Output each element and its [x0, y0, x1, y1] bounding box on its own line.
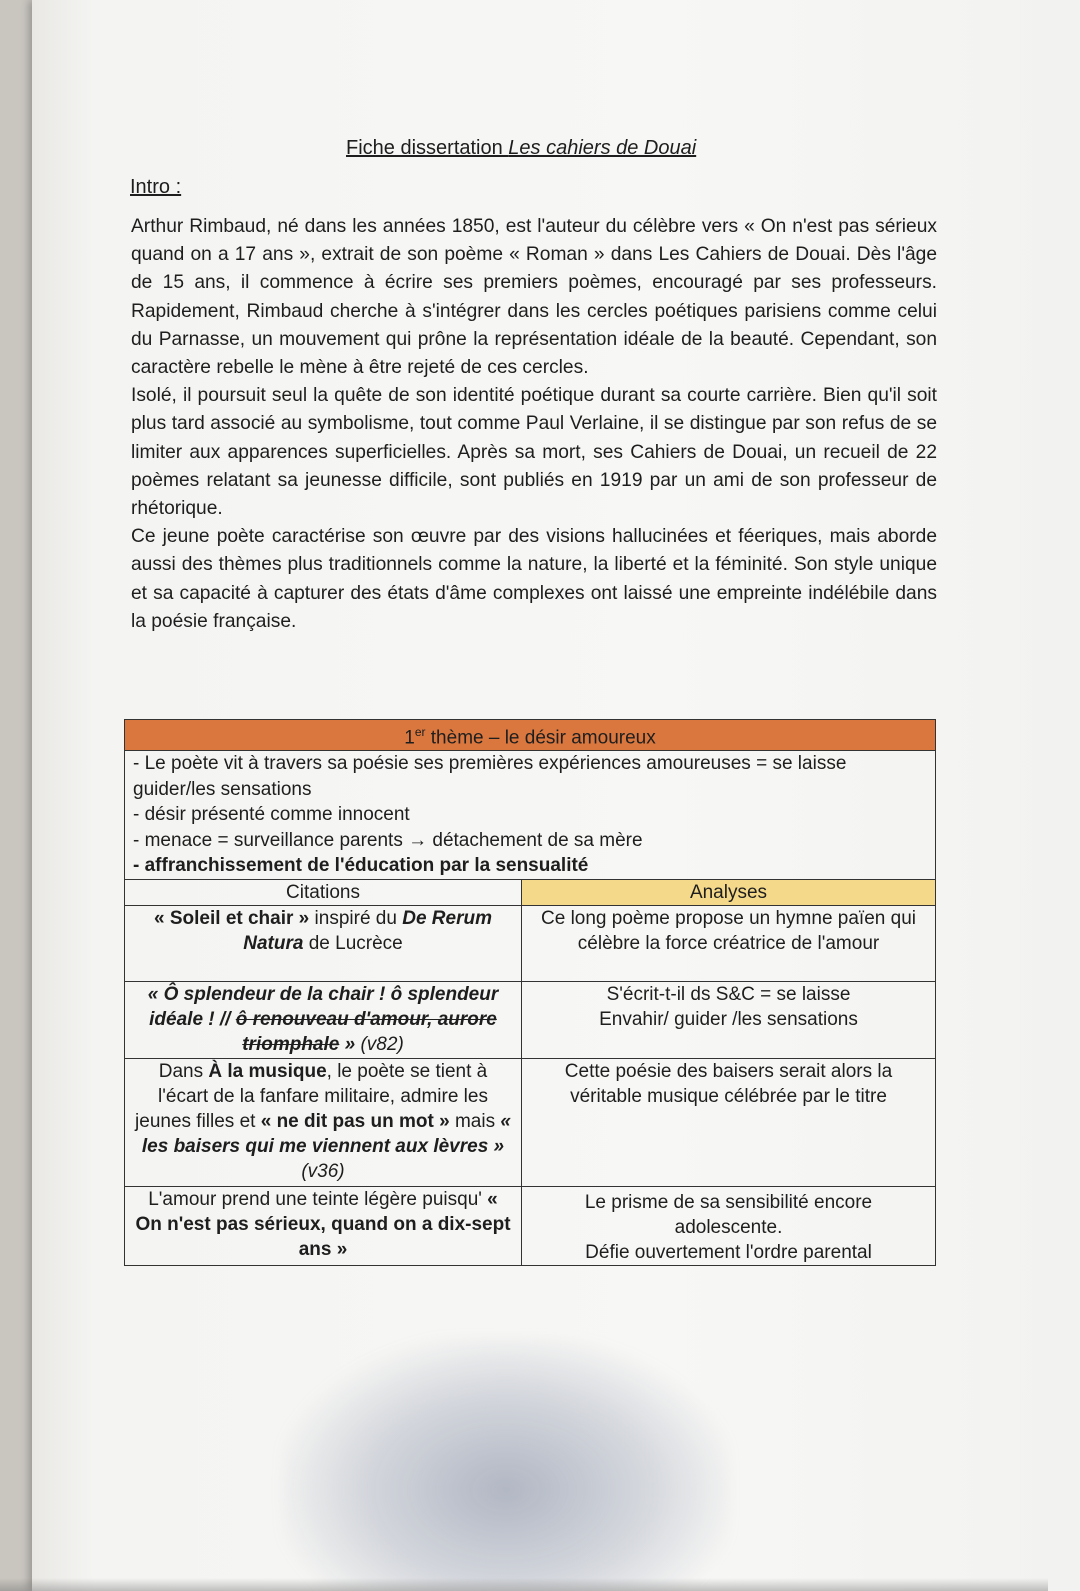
document-title: Fiche dissertation Les cahiers de Douai [346, 137, 697, 159]
summary-item: - Le poète vit à travers sa poésie ses premières expériences amoureuses = se laisse guider/les sensations [133, 753, 847, 800]
citation-cell: « Soleil et chair » inspiré du De Rerum Natura de Lucrèce [125, 905, 522, 981]
citation-cell: L'amour prend une teinte légère puisqu' « On n'est pas sérieux, quand on a dix-sept ans » [125, 1186, 522, 1265]
analysis-cell: Ce long poème propose un hymne païen qui célèbre la force créatrice de l'amour [522, 905, 936, 981]
summary-item: - menace = surveillance parents → détachement de sa mère [133, 829, 643, 851]
citation-cell: Dans À la musique, le poète se tient à l'écart de la fanfare militaire, admire les jeunes filles et « ne dit pas un mot » mais « les baisers qui me viennent aux lèvres » (v36) [125, 1058, 522, 1186]
intro-heading: Intro : [130, 176, 182, 198]
camera-shadow [282, 1338, 730, 1591]
summary-item: - désir présenté comme innocent [133, 804, 410, 826]
citation-cell: « Ô splendeur de la chair ! ô splendeur idéale ! // ô renouveau d'amour, aurore triomphale » (v82) [125, 981, 522, 1058]
analysis-cell: S'écrit-t-il ds S&C = se laisse Envahir/ guider /les sensations [522, 981, 936, 1058]
page-bottom-edge [0, 1578, 1048, 1591]
analyses-header: Analyses [522, 879, 936, 905]
intro-paragraph: Ce jeune poète caractérise son œuvre par des visions hallucinées et féeriques, mais aborde aussi des thèmes plus traditionnels comme la nature, la liberté et la féminité. Son style unique et sa capacité à capturer des états d'âme complexes ont laissé une empreinte indélébile dans la poésie française. [131, 526, 937, 632]
analysis-cell: Cette poésie des baisers serait alors la véritable musique célébrée par le titre [522, 1058, 936, 1186]
summary-item: - affranchissement de l'éducation par la sensualité [133, 855, 589, 877]
theme-table [124, 719, 936, 1266]
analysis-cell: Le prisme de sa sensibilité encore adolescente. Défie ouvertement l'ordre parental [522, 1186, 936, 1265]
theme-summary [125, 751, 936, 880]
intro-paragraph: Isolé, il poursuit seul la quête de son identité poétique durant sa courte carrière. Bien qu'il soit plus tard associé au symbolisme, tout comme Paul Verlaine, il se distingue par son refus de se limiter aux apparences superficielles. Après sa mort, ses Cahiers de Douai, un recueil de 22 poèmes relatant sa jeunesse difficile, sont publiés en 1919 par un ami de son professeur de rhétorique. [131, 385, 937, 520]
citations-header: Citations [125, 879, 522, 905]
intro-paragraph: Arthur Rimbaud, né dans les années 1850, est l'auteur du célèbre vers « On n'est pas sérieux quand on a 17 ans », extrait de son poème « Roman » dans Les Cahiers de Douai. Dès l'âge de 15 ans, il commence à écrire ses premiers poèmes, encouragé par ses professeurs. Rapidement, Rimbaud cherche à s'intégrer dans les cercles poétiques parisiens comme celui du Parnasse, un mouvement qui prône la représentation idéale de la beauté. Cependant, son caractère rebelle le mène à être rejeté de ces cercles. [131, 216, 937, 379]
intro-text [131, 213, 937, 636]
theme-header: 1er thème – le désir amoureux [125, 720, 936, 751]
